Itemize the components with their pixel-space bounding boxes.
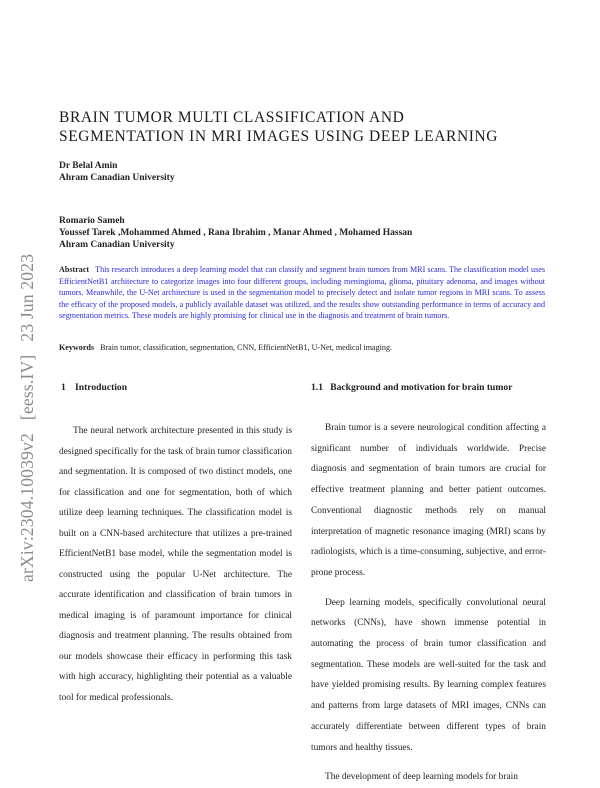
arxiv-side-stamp xyxy=(17,241,38,582)
section-1-1-number: 1.1 xyxy=(311,382,323,393)
background-paragraph-1: Brain tumor is a severe neurological condition affecting a significant number of individuals worldwide. Precise diagnosis and segmentation of brain tumors are crucial for effective treatment planning and better patient outcomes. Conventional diagnostic methods rely on manual interpretation of magnetic resonance imaging (MRI) scans by radiologists, which is a time-consuming, subjective, and error-prone process. xyxy=(311,423,546,578)
author-block-2 xyxy=(59,215,412,251)
keywords-label: Keywords xyxy=(59,343,95,352)
abstract-text: This research introduces a deep learning model that can classify and segment brain tumors from MRI scans. The classification model uses EfficientNetB1 architecture to categorize images into four different groups, including meningioma, glioma, pituitary adenoma, and images without tumors. Meanwhile, the U-Net architecture is used in the segmentation model to precisely detect and isolate tumor regions in MRI scans. To assess the efficacy of the proposed models, a publicly available dataset was utilized, and the results show outstanding performance in terms of accuracy and segmentation metrics. These models are highly promising for clinical use in the diagnosis and treatment of brain tumors. xyxy=(59,265,545,321)
section-1-1-heading xyxy=(311,382,547,395)
arxiv-category: [eess.IV] xyxy=(17,354,37,421)
section-1-title: Introduction xyxy=(75,382,128,393)
section-1-number: 1 xyxy=(61,382,66,393)
author-name: Dr Belal Amin xyxy=(59,161,118,171)
section-1-heading xyxy=(61,382,127,395)
author-affiliation-2: Ahram Canadian University xyxy=(59,240,175,250)
intro-paragraph: The neural network architecture presented in this study is designed specifically for the task of brain tumor classification and segmentation. It is composed of two distinct models, one for classification and one for segmentation, both of which utilize deep learning techniques. The classification model is built on a CNN-based architecture that utilizes a pre-trained EfficientNetB1 base model, while the segmentation model is constructed using the popular U-Net architecture. The accurate identification and classification of brain tumors in medical imaging is of paramount importance for clinical diagnosis and treatment planning. The results obtained from our models showcase their efficacy in performing this task with high accuracy, highlighting their potential as a valuable tool for medical professionals. xyxy=(59,426,292,703)
section-1-1-title: Background and motivation for brain tumor xyxy=(330,382,513,393)
abstract xyxy=(59,264,545,322)
background-paragraph-3: The development of deep learning models for brain xyxy=(325,772,518,783)
abstract-label: Abstract xyxy=(59,265,90,274)
background-paragraph-2: Deep learning models, specifically convolutional neural networks (CNNs), have shown immense potential in automating the process of brain tumor classification and segmentation. These models are well-suited for the task and have yielded promising results. By learning complex features and patterns from large datasets of MRI images, CNNs can accurately differentiate between different types of brain tumors and healthy tissues. xyxy=(311,597,546,753)
arxiv-id[interactable]: arXiv:2304.10039v2 xyxy=(17,433,37,582)
right-column xyxy=(311,418,546,788)
title-line-1: BRAIN TUMOR MULTI CLASSIFICATION AND xyxy=(59,109,405,126)
keywords-text: Brain tumor, classification, segmentation, CNN, EfficientNetB1, U-Net, medical imaging. xyxy=(100,343,393,352)
left-column xyxy=(59,421,292,708)
author-block-1 xyxy=(59,160,175,184)
keywords xyxy=(59,342,545,354)
arxiv-date: 23 Jun 2023 xyxy=(17,253,37,342)
author-line-1: Romario Sameh xyxy=(59,216,125,226)
author-affiliation: Ahram Canadian University xyxy=(59,173,175,183)
paper-title xyxy=(59,108,559,146)
title-line-2: SEGMENTATION IN MRI IMAGES USING DEEP LEARNING xyxy=(59,128,499,145)
author-line-2: Youssef Tarek ,Mohammed Ahmed , Rana Ibrahim , Manar Ahmed , Mohamed Hassan xyxy=(59,228,413,238)
